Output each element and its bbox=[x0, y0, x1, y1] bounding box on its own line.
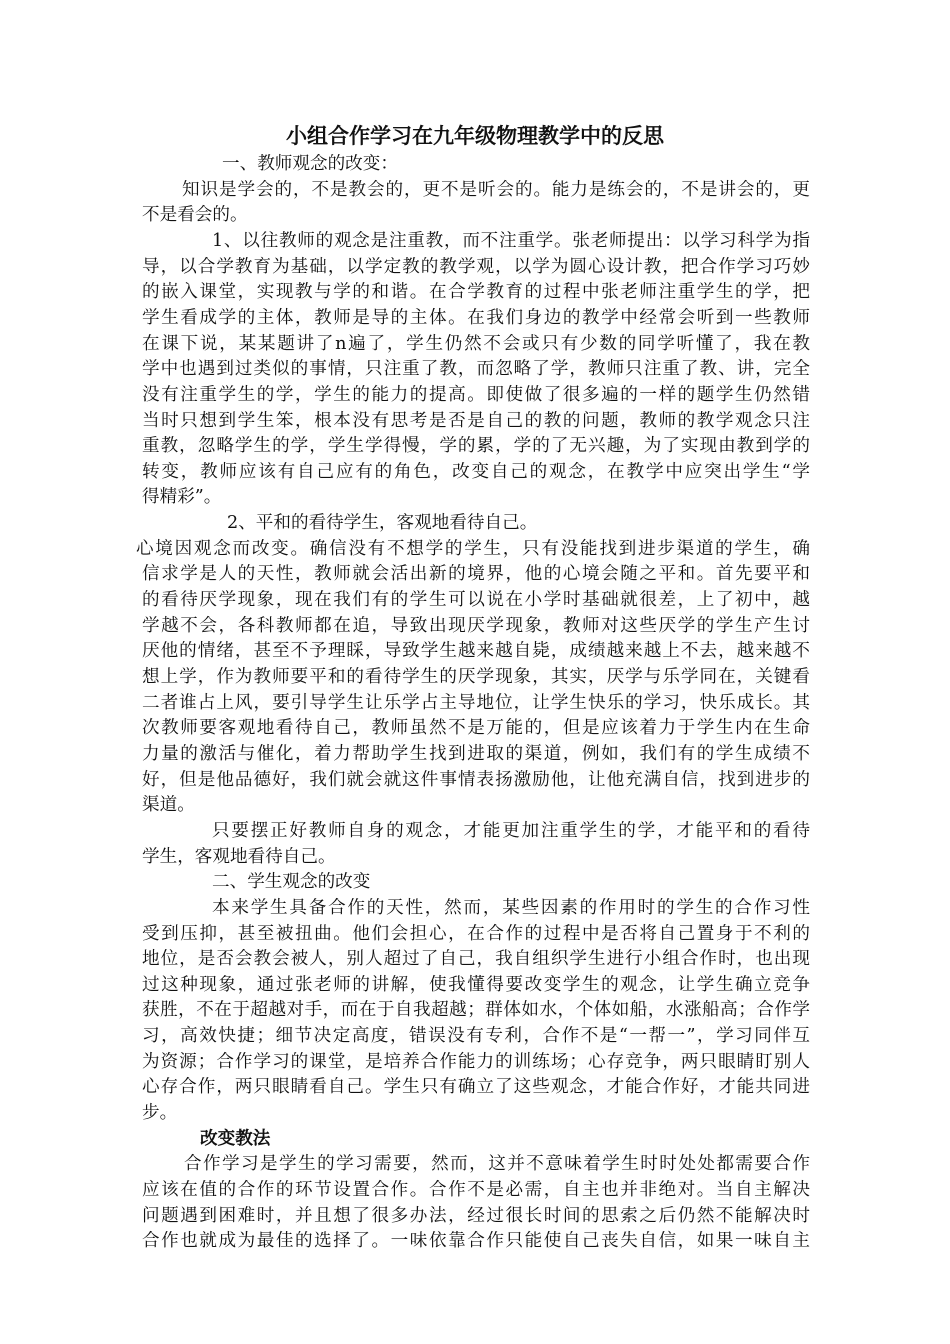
text-line: 问题遇到困难时，并且想了很多办法，经过很长时间的思索之后仍然不能解决时 bbox=[142, 1205, 810, 1226]
text-line: 力量的激活与催化，着力帮助学生找到进取的渠道，例如，我们有的学生成绩不 bbox=[142, 743, 810, 764]
text-line: 合作也就成为最佳的选择了。一味依靠合作只能使自己丧失自信，如果一味自主 bbox=[142, 1231, 810, 1252]
text-line: 心境因观念而改变。确信没有不想学的学生，只有没能找到进步渠道的学生，确 bbox=[136, 538, 810, 559]
section-heading: 改变教法 bbox=[200, 1127, 271, 1149]
text-line: 好，但是他品德好，我们就会就这件事情表扬激励他，让他充满自信，找到进步的 bbox=[142, 769, 810, 790]
text-line: 二、学生观念的改变 bbox=[212, 872, 371, 893]
text-line: 获胜，不在于超越对手，而在于自我超越；群体如水，个体如船，水涨船高；合作学 bbox=[142, 1000, 810, 1021]
text-line: 导，以合学教育为基础，以学定教的教学观，以学为圆心设计教，把合作学习巧妙 bbox=[142, 256, 810, 277]
text-line: 渠道。 bbox=[142, 795, 195, 816]
text-line: 重教，忽略学生的学，学生学得慢，学的累，学的了无兴趣，为了实现由教到学的 bbox=[142, 436, 810, 457]
text-line: 只要摆正好教师自身的观念，才能更加注重学生的学，才能平和的看待 bbox=[212, 820, 810, 841]
text-line: 得精彩”。 bbox=[142, 487, 222, 508]
text-line: 的嵌入课堂，实现教与学的和谐。在合学教育的过程中张老师注重学生的学，把 bbox=[142, 282, 810, 303]
text-line: 在课下说，某某题讲了n遍了，学生仍然不会或只有少数的同学听懂了，我在教 bbox=[142, 333, 810, 354]
text-line: 没有注重学生的学，学生的能力的提高。即使做了很多遍的一样的题学生仍然错 bbox=[142, 384, 810, 405]
text-line: 厌他的情绪，甚至不予理睬，导致学生越来越自毙，成绩越来越上不去，越来越不 bbox=[142, 641, 810, 662]
text-line: 学生，客观地看待自己。 bbox=[142, 846, 336, 867]
text-line: 的看待厌学现象，现在我们有的学生可以说在小学时基础就很差，上了初中，越 bbox=[142, 590, 810, 611]
text-line: 知识是学会的，不是教会的，更不是听会的。能力是练会的，不是讲会的，更 bbox=[182, 179, 810, 200]
text-line: 一、教师观念的改变： bbox=[222, 154, 398, 174]
text-line: 心存合作，两只眼睛看自己。学生只有确立了这些观念，才能合作好，才能共同进 bbox=[142, 1077, 810, 1098]
text-line: 当时只想到学生笨，根本没有思考是否是自己的教的问题，教师的教学观念只注 bbox=[142, 410, 810, 431]
text-line: 步。 bbox=[142, 1103, 178, 1124]
text-line: 习，高效快捷；细节决定高度，错误没有专利，合作不是“一帮一”，学习同伴互 bbox=[142, 1026, 810, 1047]
text-line: 转变，教师应该有自己应有的角色，改变自己的观念，在教学中应突出学生“学 bbox=[142, 461, 810, 482]
text-line: 地位，是否会教会被人，别人超过了自己，我自组织学生进行小组合作时，也出现 bbox=[142, 949, 810, 970]
text-line: 次教师要客观地看待自己，教师虽然不是万能的，但是应该着力于学生内在生命 bbox=[142, 718, 810, 739]
text-line: 二者谁占上风，要引导学生让乐学占主导地位，让学生快乐的学习，快乐成长。其 bbox=[142, 692, 810, 713]
text-line: 受到压抑，甚至被扭曲。他们会担心，在合作的过程中是否将自己置身于不利的 bbox=[142, 923, 810, 944]
text-line: 应该在值的合作的环节设置合作。合作不是必需，自主也并非绝对。当自主解决 bbox=[142, 1180, 810, 1200]
text-line: 学生看成学的主体，教师是导的主体。在我们身边的教学中经常会听到一些教师 bbox=[142, 307, 810, 328]
text-line: 想上学，作为教师要平和的看待学生的厌学现象，其实，厌学与乐学同在，关键看 bbox=[142, 667, 810, 687]
document-title: 小组合作学习在九年级物理教学中的反思 bbox=[286, 123, 664, 148]
text-line: 过这种现象，通过张老师的讲解，使我懂得要改变学生的观念，让学生确立竞争 bbox=[142, 974, 810, 995]
text-line: 合作学习是学生的学习需要，然而，这并不意味着学生时时处处都需要合作 bbox=[184, 1154, 810, 1175]
text-line: 信求学是人的天性，教师就会活出新的境界，他的心境会随之平和。首先要平和 bbox=[142, 564, 810, 585]
text-line: 为资源；合作学习的课堂，是培养合作能力的训练场；心存竞争，两只眼睛盯别人 bbox=[142, 1051, 810, 1072]
text-line: 本来学生具备合作的天性，然而，某些因素的作用时的学生的合作习性 bbox=[212, 897, 810, 918]
text-line: 学越不会，各科教师都在追，导致出现厌学现象，教师对这些厌学的学生产生讨 bbox=[142, 615, 810, 636]
text-line: 1、以往教师的观念是注重教，而不注重学。张老师提出：以学习科学为指 bbox=[212, 230, 810, 251]
text-line: 学中也遇到过类似的事情，只注重了教，而忽略了学，教师只注重了教、讲，完全 bbox=[142, 359, 810, 380]
text-line: 2、平和的看待学生，客观地看待自己。 bbox=[227, 513, 538, 534]
text-line: 不是看会的。 bbox=[142, 205, 248, 226]
